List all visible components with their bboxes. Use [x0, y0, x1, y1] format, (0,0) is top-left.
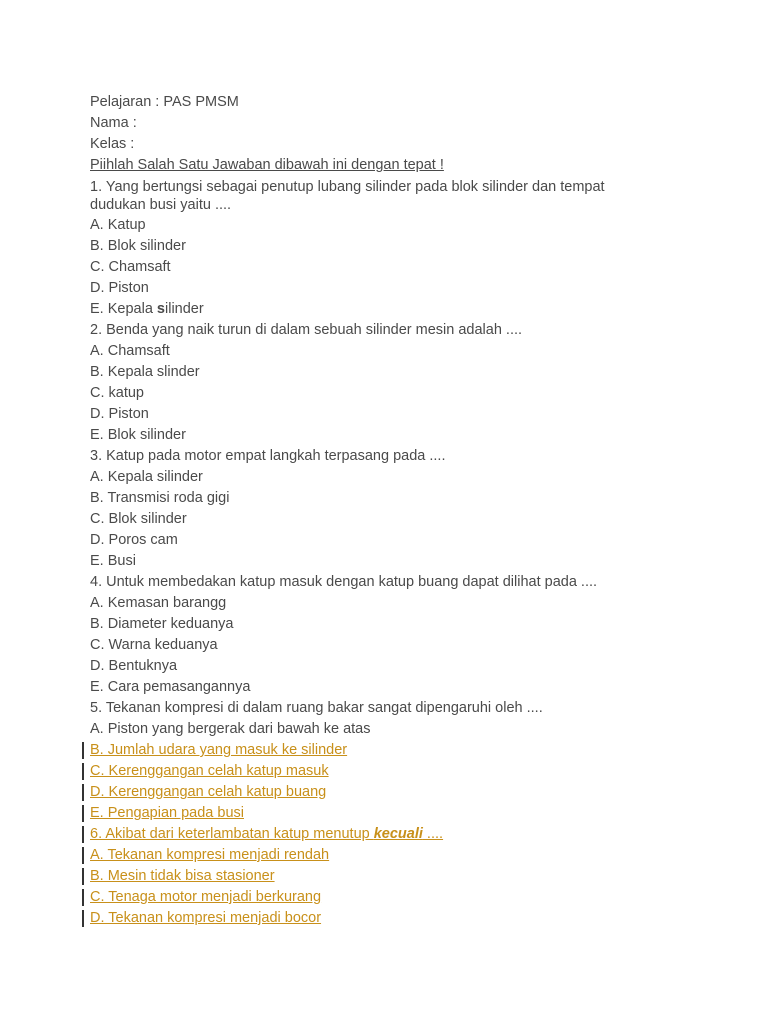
instruction-line: Piihlah Salah Satu Jawaban dibawah ini dengan tepat ! [90, 157, 444, 173]
question-1: 1. Yang bertungsi sebagai penutup lubang silinder pada blok silinder dan tempat dudukan busi yaitu .... [90, 179, 605, 213]
question-5: 5. Tekanan kompresi di dalam ruang bakar sangat dipengaruhi oleh .... [90, 700, 543, 716]
question-6 [90, 824, 650, 845]
q5-option-d-text: D. Kerenggangan celah katup buang [90, 784, 327, 800]
q6-option-b-text: B. Mesin tidak bisa stasioner [90, 868, 275, 884]
class-line: Kelas : [90, 136, 135, 152]
q2-option-c: C. katup [90, 385, 144, 401]
q6-option-d [90, 908, 650, 929]
q6-option-c [90, 887, 650, 908]
q3-option-b: B. Transmisi roda gigi [90, 490, 230, 506]
q4-option-b: B. Diameter keduanya [90, 616, 234, 632]
document-page [90, 92, 650, 929]
q4-option-d: D. Bentuknya [90, 658, 178, 674]
q1-option-d: D. Piston [90, 280, 149, 296]
q2-option-d: D. Piston [90, 406, 149, 422]
q1-option-e-pre: E. Kepala [90, 301, 157, 317]
q1-option-a: A. Katup [90, 217, 146, 233]
q3-option-e: E. Busi [90, 553, 136, 569]
change-bar [82, 826, 84, 843]
q4-option-e: E. Cara pemasangannya [90, 679, 251, 695]
q5-option-e-text: E. Pengapian pada busi [90, 805, 244, 821]
question-6-keyword: kecuali [373, 826, 423, 842]
q5-option-a: A. Piston yang bergerak dari bawah ke atas [90, 721, 371, 737]
q6-option-a-text: A. Tekanan kompresi menjadi rendah [90, 847, 330, 863]
q6-option-a [90, 845, 650, 866]
question-4: 4. Untuk membedakan katup masuk dengan katup buang dapat dilihat pada .... [90, 574, 598, 590]
q5-option-c-text: C. Kerenggangan celah katup masuk [90, 763, 329, 779]
change-bar [82, 742, 84, 759]
change-bar [82, 784, 84, 801]
q1-option-e-bold: s [156, 301, 165, 317]
q6-option-b [90, 866, 650, 887]
q4-option-c: C. Warna keduanya [90, 637, 218, 653]
change-bar [82, 847, 84, 864]
q6-option-c-text: C. Tenaga motor menjadi berkurang [90, 889, 322, 905]
change-bar [82, 763, 84, 780]
q2-option-a: A. Chamsaft [90, 343, 170, 359]
question-2: 2. Benda yang naik turun di dalam sebuah silinder mesin adalah .... [90, 322, 523, 338]
question-6-post: .... [422, 826, 444, 842]
q1-option-e [90, 299, 650, 320]
q5-option-d [90, 782, 650, 803]
question-6-pre: 6. Akibat dari keterlambatan katup menutup [90, 826, 374, 842]
q5-option-b [90, 740, 650, 761]
q5-option-e [90, 803, 650, 824]
question-3: 3. Katup pada motor empat langkah terpasang pada .... [90, 448, 446, 464]
q4-option-a: A. Kemasan barangg [90, 595, 227, 611]
q2-option-b: B. Kepala slinder [90, 364, 200, 380]
q1-option-c: C. Chamsaft [90, 259, 171, 275]
q6-option-d-text: D. Tekanan kompresi menjadi bocor [90, 910, 322, 926]
change-bar [82, 889, 84, 906]
subject-line: Pelajaran : PAS PMSM [90, 94, 239, 110]
q5-option-c [90, 761, 650, 782]
q3-option-c: C. Blok silinder [90, 511, 187, 527]
q1-option-e-post: ilinder [165, 301, 204, 317]
q3-option-a: A. Kepala silinder [90, 469, 203, 485]
change-bar [82, 910, 84, 927]
change-bar [82, 805, 84, 822]
q2-option-e: E. Blok silinder [90, 427, 186, 443]
change-bar [82, 868, 84, 885]
name-line: Nama : [90, 115, 137, 131]
q1-option-b: B. Blok silinder [90, 238, 186, 254]
q5-option-b-text: B. Jumlah udara yang masuk ke silinder [90, 742, 348, 758]
q3-option-d: D. Poros cam [90, 532, 178, 548]
